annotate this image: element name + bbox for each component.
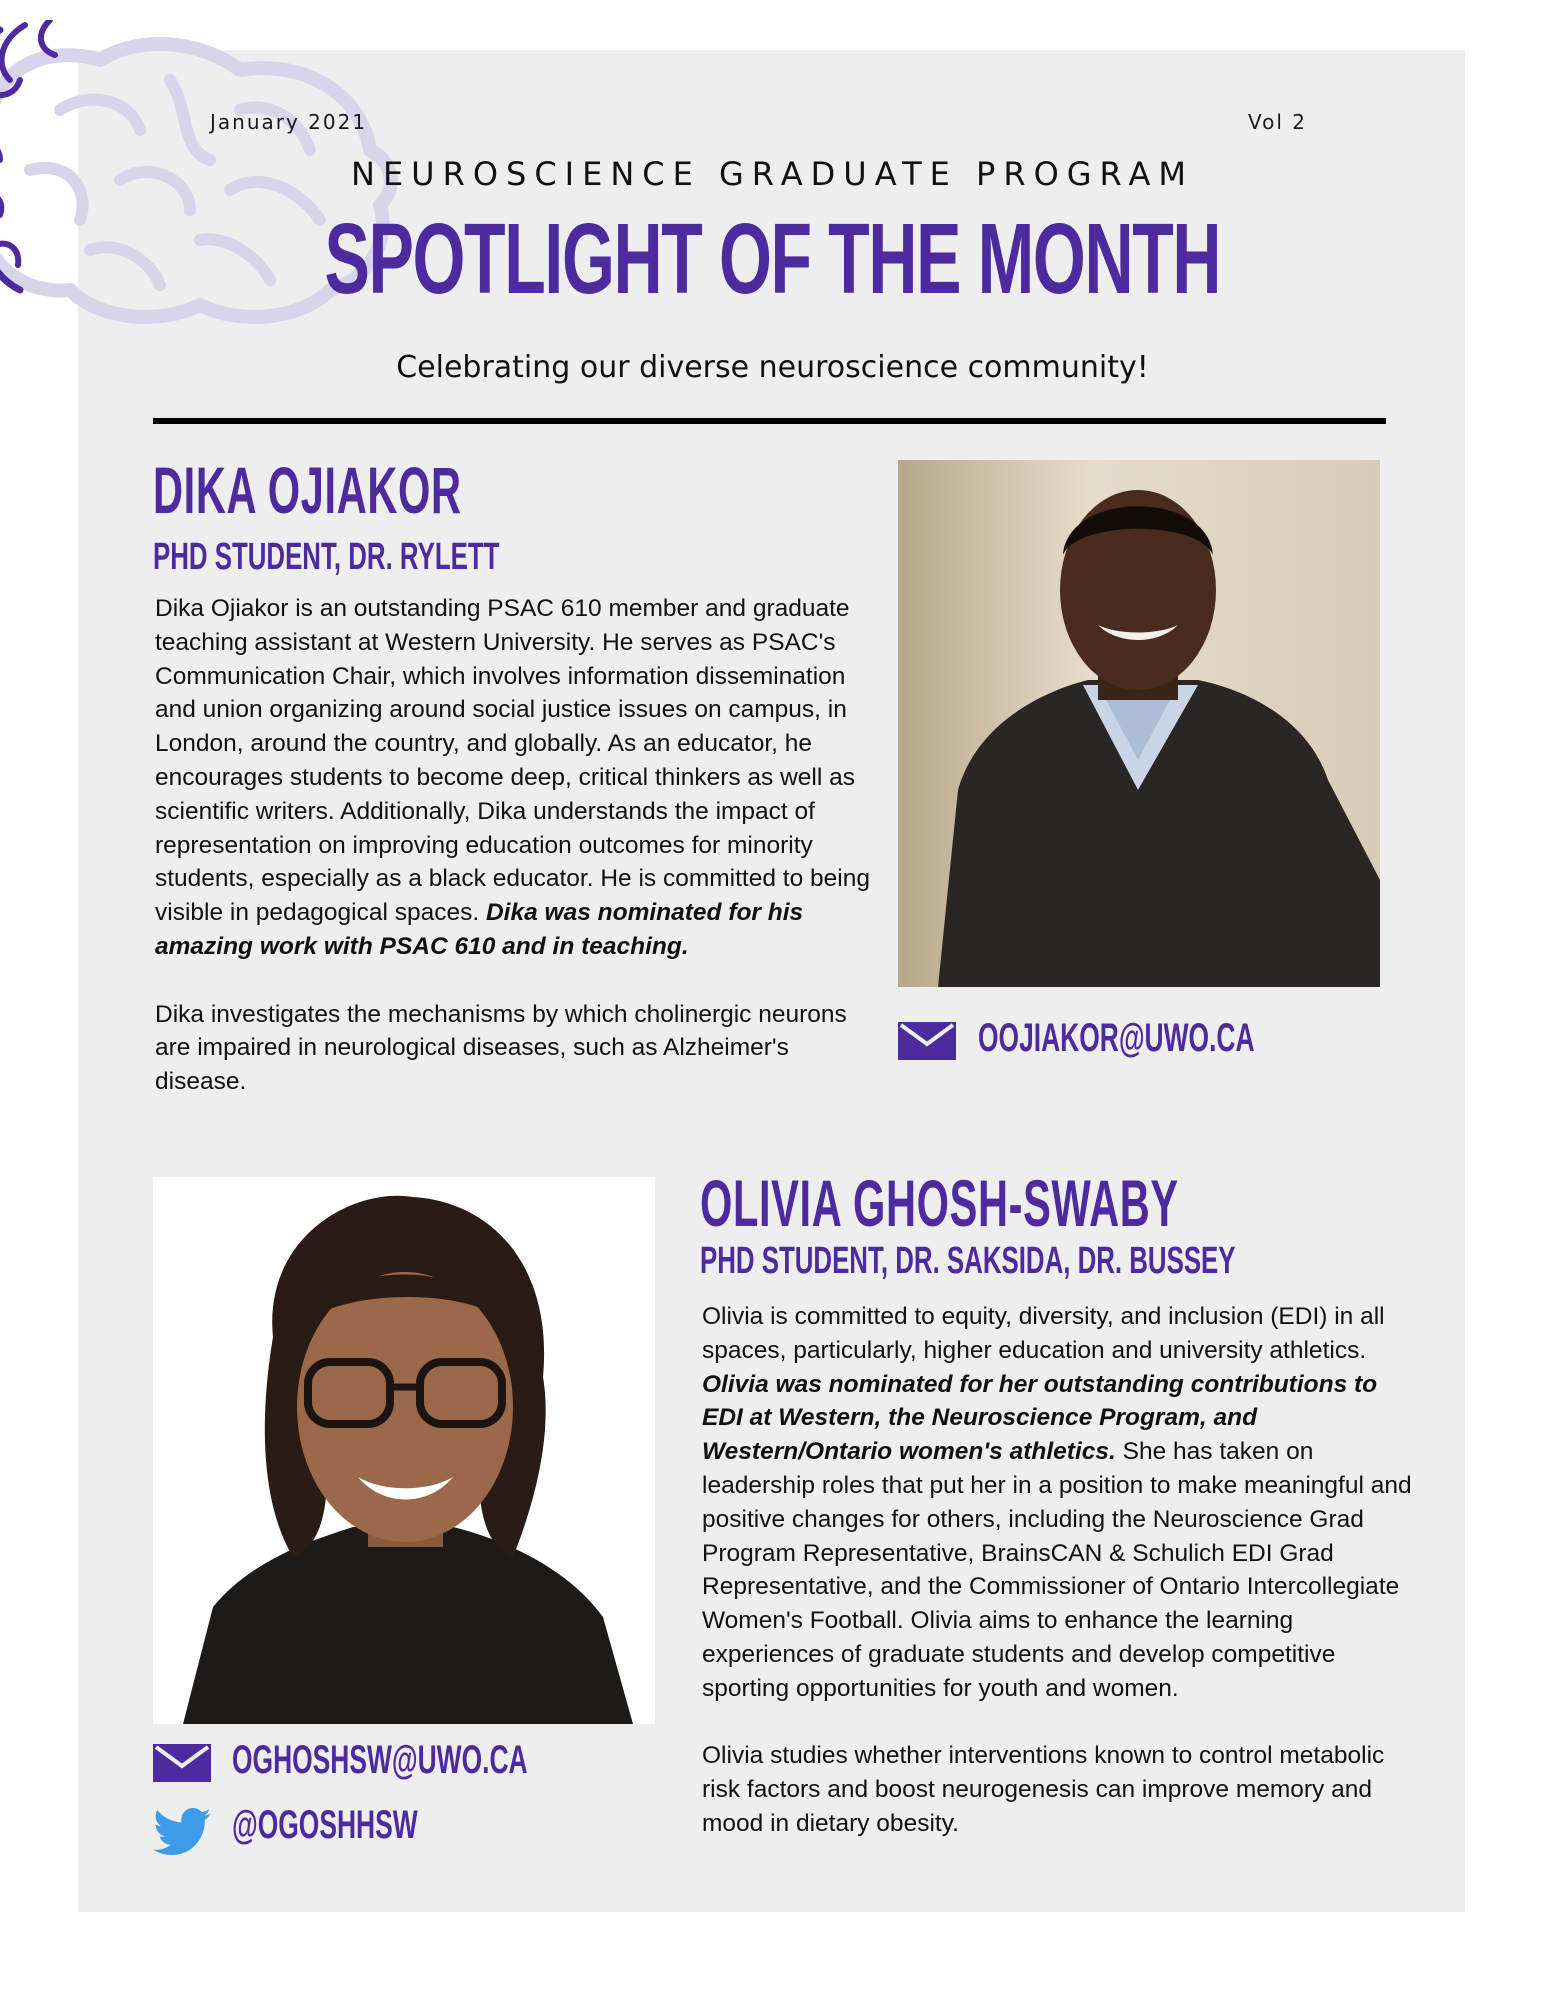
bio-dika-research: Dika investigates the mechanisms by which cholinergic neurons are impaired in neurological diseases, such as Alzheimer's disease. (155, 1000, 847, 1096)
program-name: NEUROSCIENCE GRADUATE PROGRAM (351, 155, 1194, 193)
bio-olivia-part1: Olivia is committed to equity, diversity, and inclusion (EDI) in all spaces, particularly, higher education and university athletics. (702, 1303, 1385, 1364)
profile-name-dika: DIKA OJIAKOR (153, 453, 462, 527)
tagline: Celebrating our diverse neuroscience community! (396, 350, 1149, 385)
page-title: SPOTLIGHT OF THE MONTH (324, 203, 1221, 315)
bio-olivia-nomination: Olivia was nominated for her outstanding contributions to EDI at Western, the Neuroscience Program, and Western/Ontario women's athletics. (702, 1370, 1378, 1466)
brain-icon (0, 20, 440, 380)
issue-date: January 2021 (210, 110, 368, 134)
profile-photo-dika (898, 460, 1380, 987)
twitter-handle-olivia[interactable]: @OGOSHHSW (232, 1803, 418, 1847)
bio-dika-nomination: Dika was nominated for his amazing work with PSAC 610 and in teaching. (155, 899, 804, 960)
email-link-dika[interactable]: OOJIAKOR@UWO.CA (978, 1016, 1255, 1060)
email-icon (898, 1022, 956, 1060)
profile-bio-olivia (702, 1300, 1417, 1841)
bio-olivia-part2: She has taken on leadership roles that put her in a position to make meaningful and positive changes for others, including the Neuroscience Grad Program Representative, BrainsCAN & Schulich EDI Grad Representative, and the Commissioner of Ontario Intercollegiate Women's Football. Olivia aims to enhance the learning experiences of graduate students and develop competitive sporting opportunities for youth and women. (702, 1438, 1412, 1702)
header-divider (153, 418, 1386, 424)
bio-dika-part1: Dika Ojiakor is an outstanding PSAC 610 member and graduate teaching assistant at Western University. He serves as PSAC's Communication Chair, which involves information dissemination and union organizing around social justice issues on campus, in London, around the country, and globally. As an educator, he encourages students to become deep, critical thinkers as well as scientific writers. Additionally, Dika understands the impact of representation on improving education outcomes for minority students, especially as a black educator. He is committed to being visible in pedagogical spaces. (155, 595, 870, 927)
profile-role-olivia: PHD STUDENT, DR. SAKSIDA, DR. BUSSEY (700, 1240, 1236, 1282)
email-link-olivia[interactable]: OGHOSHSW@UWO.CA (232, 1738, 528, 1782)
profile-bio-dika (155, 592, 870, 1099)
twitter-icon (153, 1808, 211, 1856)
profile-name-olivia: OLIVIA GHOSH-SWABY (700, 1166, 1179, 1240)
email-icon (153, 1744, 211, 1782)
profile-photo-olivia (153, 1177, 655, 1724)
issue-volume: Vol 2 (1248, 110, 1308, 134)
profile-role-dika: PHD STUDENT, DR. RYLETT (153, 536, 500, 578)
bio-olivia-research: Olivia studies whether interventions known to control metabolic risk factors and boost neurogenesis can improve memory and mood in dietary obesity. (702, 1742, 1385, 1837)
